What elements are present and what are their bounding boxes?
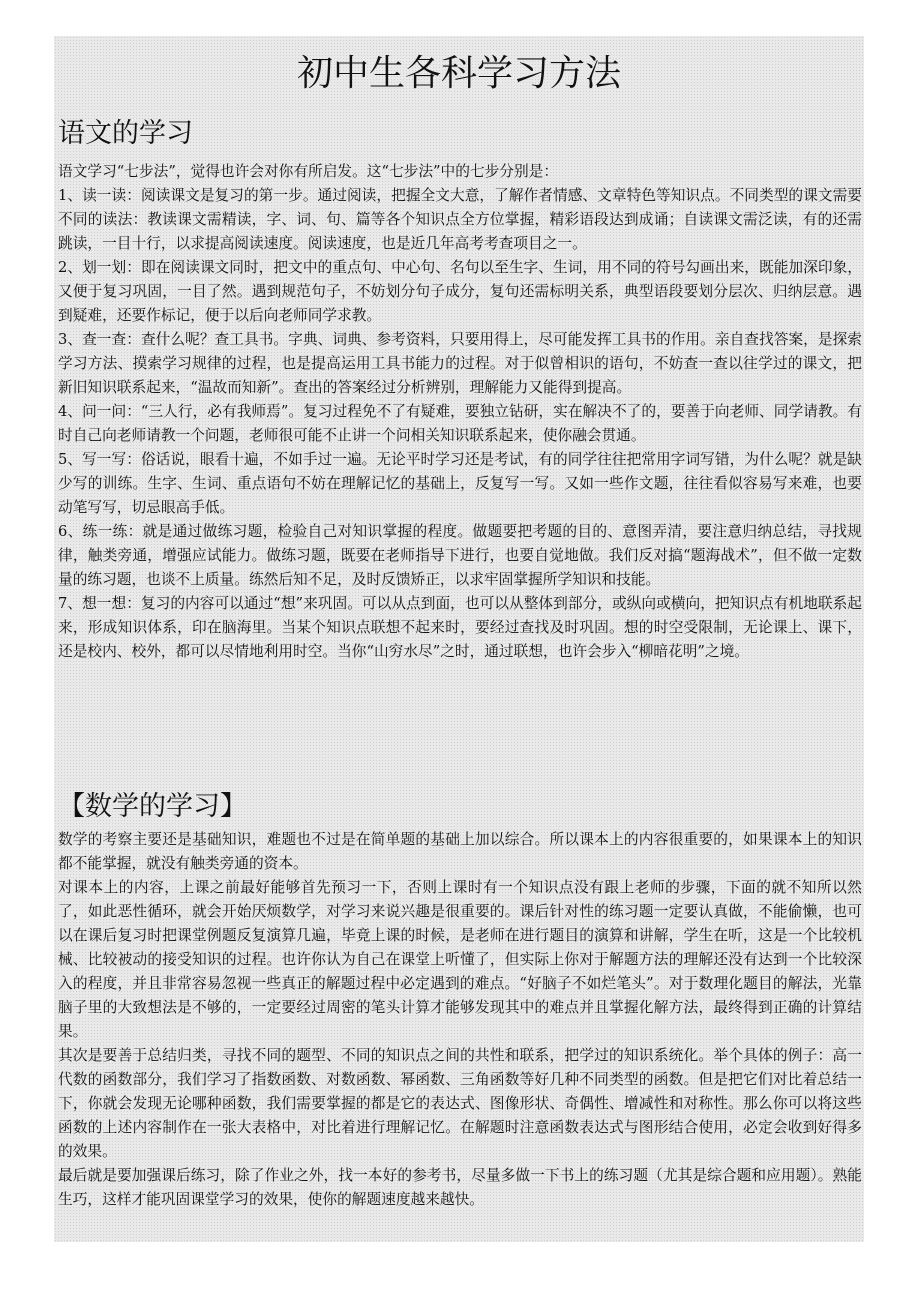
paragraph: 对课本上的内容，上课之前最好能够首先预习一下，否则上课时有一个知识点没有跟上老师的步骤，下面的就不知所以然了，如此恶性循环，就会开始厌烦数学，对学习来说兴趣是很重要的。课后针对性的练习题一定要认真做，不能偷懒，也可以在课后复习时把课堂例题反复演算几遍，毕竟上课的时候，是老师在进行题目的演算和讲解，学生在听，这是一个比较机械、比较被动的接受知识的过程。也许你认为自己在课堂上听懂了，但实际上你对于解题方法的理解还没有达到一个比较深入的程度，并且非常容易忽视一些真正的解题过程中必定遇到的难点。“好脑子不如烂笔头”。对于数理化题目的解法，光靠脑子里的大致想法是不够的，一定要经过周密的笔头计算才能够发现其中的难点并且掌握化解方法，最终得到正确的计算结果。 bbox=[58, 879, 862, 1040]
document-title: 初中生各科学习方法 bbox=[296, 53, 621, 94]
paragraph: 7、想一想：复习的内容可以通过“想”来巩固。可以从点到面，也可以从整体到部分，或纵向或横向，把知识点有机地联系起来，形成知识体系，印在脑海里。当某个知识点联想不起来时，要经过查找及时巩固。想的时空受限制，无论课上、课下，还是校内、校外，都可以尽情地利用时空。当你“山穷水尽”之时，通过联想，也许会步入“柳暗花明”之境。 bbox=[58, 595, 862, 660]
paragraph: 5、写一写：俗话说，眼看十遍，不如手过一遍。无论平时学习还是考试，有的同学往往把常用字词写错，为什么呢？就是缺少写的训练。生字、生词、重点语句不妨在理解记忆的基础上，反复写一写。又如一些作文题，往往看似容易写来难，也要动笔写写，切忌眼高手低。 bbox=[58, 451, 862, 516]
section-body-math bbox=[58, 828, 862, 1212]
paragraph: 其次是要善于总结归类，寻找不同的题型、不同的知识点之间的共性和联系，把学过的知识系统化。举个具体的例子：高一代数的函数部分，我们学习了指数函数、对数函数、幂函数、三角函数等好几种不同类型的函数。但是把它们对比着总结一下，你就会发现无论哪种函数，我们需要掌握的都是它的表达式、图像形状、奇偶性、增减性和对称性。那么你可以将这些函数的上述内容制作在一张大表格中，对比着进行理解记忆。在解题时注意函数表达式与图形结合使用，必定会收到好得多的效果。 bbox=[58, 1047, 862, 1160]
paragraph: 6、练一练：就是通过做练习题，检验自己对知识掌握的程度。做题要把考题的目的、意图弄清，要注意归纳总结，寻找规律，触类旁通，增强应试能力。做练习题，既要在老师指导下进行，也要自觉地做。我们反对搞“题海战术”，但不做一定数量的练习题，也谈不上质量。练然后知不足，及时反馈矫正，以求牢固掌握所学知识和技能。 bbox=[58, 523, 862, 588]
paragraph: 3、查一查：查什么呢？查工具书。字典、词典、参考资料，只要用得上，尽可能发挥工具书的作用。亲自查找答案，是探索学习方法、摸索学习规律的过程，也是提高运用工具书能力的过程。对于似曾相识的语句，不妨查一查以往学过的课文，把新旧知识联系起来，“温故而知新”。查出的答案经过分析辨别，理解能力又能得到提高。 bbox=[58, 331, 862, 396]
paragraph: 4、问一问：“三人行，必有我师焉”。复习过程免不了有疑难，要独立钻研，实在解决不了的，要善于向老师、同学请教。有时自己向老师请教一个问题，老师很可能不止讲一个问相关知识联系起来，使你融会贯通。 bbox=[58, 403, 862, 444]
section-body-chinese bbox=[58, 160, 862, 664]
paragraph: 1、读一读：阅读课文是复习的第一步。通过阅读，把握全文大意，了解作者情感、文章特色等知识点。不同类型的课文需要不同的读法：教读课文需精读，字、词、句、篇等各个知识点全方位掌握，精彩语段达到成诵；自读课文需泛读，有的还需跳读，一目十行，以求提高阅读速度。阅读速度，也是近几年高考考查项目之一。 bbox=[58, 187, 862, 252]
section-heading-math: 【数学的学习】 bbox=[58, 791, 247, 822]
paragraph: 语文学习“七步法”，觉得也许会对你有所启发。这“七步法”中的七步分别是： bbox=[58, 163, 559, 180]
document-page bbox=[54, 36, 864, 1242]
paragraph: 最后就是要加强课后练习，除了作业之外，找一本好的参考书，尽量多做一下书上的练习题（尤其是综合题和应用题）。熟能生巧，这样才能巩固课堂学习的效果，使你的解题速度越来越快。 bbox=[58, 1167, 862, 1208]
paragraph: 2、划一划：即在阅读课文同时，把文中的重点句、中心句、名句以至生字、生词，用不同的符号勾画出来，既能加深印象，又便于复习巩固，一目了然。遇到规范句子，不妨划分句子成分，复句还需标明关系，典型语段要划分层次、归纳层意。遇到疑难，还要作标记，便于以后向老师同学求教。 bbox=[58, 259, 862, 324]
section-heading-chinese: 语文的学习 bbox=[58, 118, 193, 149]
paragraph: 数学的考察主要还是基础知识，难题也不过是在简单题的基础上加以综合。所以课本上的内容很重要的，如果课本上的知识都不能掌握，就没有触类旁通的资本。 bbox=[58, 831, 862, 872]
